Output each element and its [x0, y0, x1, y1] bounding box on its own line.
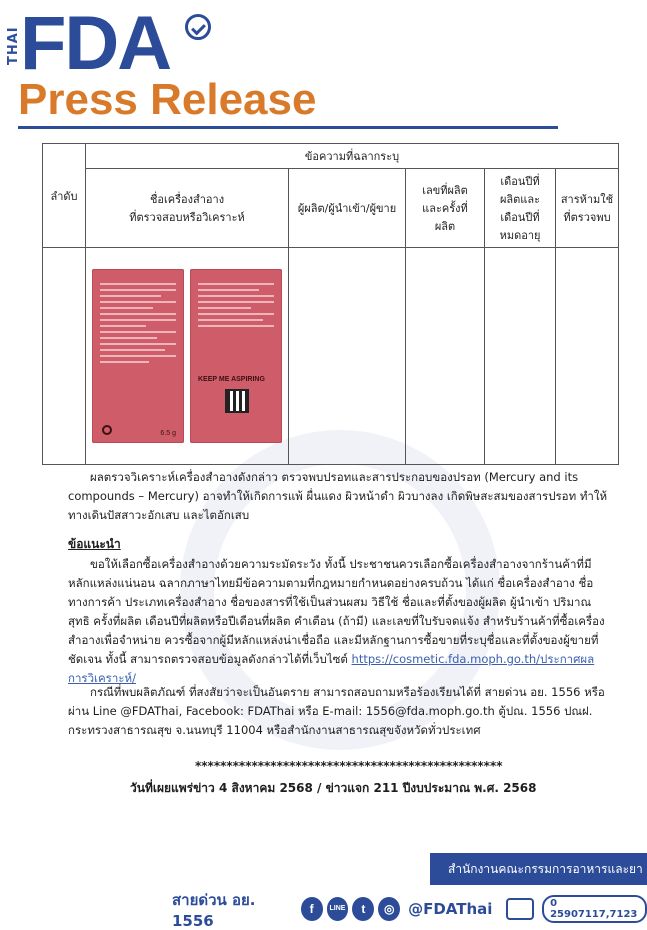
col-banned-header: สารห้ามใช้ ที่ตรวจพบ — [556, 169, 619, 248]
press-release-title: Press Release — [18, 75, 317, 124]
product-box-back — [92, 269, 184, 443]
separator-stars: ************************************************* — [195, 759, 503, 773]
cell-no — [43, 248, 86, 465]
cell-product-image — [86, 248, 289, 465]
product-caption: KEEP ME ASPIRING — [198, 376, 265, 383]
advice-heading: ข้อแนะนำ — [68, 537, 121, 551]
col-date-header: เดือนปีที่ ผลิตและ เดือนปีที่ หมดอายุ — [485, 169, 556, 248]
footer-handle: @FDAThai — [408, 900, 493, 918]
fda-logo: FDA — [20, 1, 171, 86]
result-paragraph: ผลตรวจวิเคราะห์เครื่องสำอางดังกล่าว ตรวจพบปรอทและสารประกอบของปรอท (Mercury and its compounds – Mercury) อาจทำให้เกิดการแพ้ ผื่นแดง ผิวหน้าดำ ผิวบางลง เกิดพิษสะสมของสารปรอท ทำให้ทางเดินปัสสาวะอักเสบ และไตอักเสบ — [68, 470, 608, 522]
col-name-header: ชื่อเครื่องสำอาง ที่ตรวจสอบหรือวิเคราะห์ — [86, 169, 289, 248]
table-row — [43, 248, 619, 465]
recycle-icon — [102, 425, 112, 435]
footer-contact-row — [172, 891, 647, 930]
product-photo — [89, 269, 285, 443]
results-table — [42, 143, 619, 465]
fda-check-icon — [185, 14, 211, 40]
col-lot-header: เลขที่ผลิต และครั้งที่ ผลิต — [406, 169, 485, 248]
cell-maker — [289, 248, 406, 465]
col-no-header: ลำดับ — [43, 144, 86, 248]
fda-small-logo-icon — [506, 898, 534, 920]
advice-text: ขอให้เลือกซื้อเครื่องสำอางด้วยความระมัดระวัง ทั้งนี้ ประชาชนควรเลือกซื้อเครื่องสำอางจากร้านค้าที่มีหลักแหล่งแน่นอน ฉลากภาษาไทยมีข้อความตามที่กฎหมายกำหนดอย่างครบถ้วน ได้แก่ ชื่อเครื่องสำอาง ชื่อทางการค้า ประเภทเครื่องสำอาง ชื่อของสารที่ใช้เป็นส่วนผสม วิธีใช้ ชื่อและที่ตั้งของผู้ผลิต ผู้นำเข้า ปริมาณสุทธิ ครั้งที่ผลิต เดือนปีที่ผลิตหรือปีเดือนที่ผลิต คำเตือน (ถ้ามี) และเลขที่ใบรับจดแจ้ง สำหรับร้านค้าที่ซื้อเครื่องสำอางเพื่อจำหน่าย ควรซื้อจากผู้มีหลักแหล่งน่าเชื่อถือ และมีหลักฐานการซื้อขายที่ระบุชื่อและที่ตั้งของผู้ขายที่ชัดเจน ทั้งนี้ สามารถตรวจสอบข้อมูลดังกล่าวได้ที่เว็บไซต์ — [68, 557, 605, 666]
cell-lot — [406, 248, 485, 465]
instagram-icon[interactable]: ◎ — [378, 897, 400, 921]
header — [0, 0, 647, 140]
product-weight: 6.5 g — [160, 430, 176, 437]
footer-phone: 0 25907117,7123 — [542, 895, 647, 923]
publish-date-line: วันที่เผยแพร่ข่าว 4 สิงหาคม 2568 / ข่าวแจก 211 ปีงบประมาณ พ.ศ. 2568 — [130, 781, 537, 795]
line-icon[interactable]: LINE — [327, 897, 349, 921]
label-group-header: ข้อความที่ฉลากระบุ — [86, 144, 619, 169]
col-maker-header: ผู้ผลิต/ผู้นำเข้า/ผู้ขาย — [289, 169, 406, 248]
cosmetic-results-link[interactable]: https://cosmetic.fda.moph.go.th/ประกาศผลการวิเคราะห์/ — [68, 652, 595, 685]
footer-hotline: สายด่วน อย. 1556 — [172, 891, 256, 930]
contact-paragraph: กรณีที่พบผลิตภัณฑ์ ที่สงสัยว่าจะเป็นอันตราย สามารถสอบถามหรือร้องเรียนได้ที่ สายด่วน อย. 1556 หรือผ่าน Line @FDAThai, Facebook: FDAThai หรือ E-mail: 1556@fda.moph.go.th ตู้ปณ. 1556 ปณฝ. กระทรวงสาธารณสุข จ.นนทบุรี 11004 หรือสำนักงานสาธารณสุขจังหวัดทั่วประเทศ — [68, 685, 605, 737]
footer-office-bar: สำนักงานคณะกรรมการอาหารและยา — [430, 853, 647, 885]
twitter-icon[interactable]: t — [352, 897, 374, 921]
product-box-side — [190, 269, 282, 443]
advice-paragraph — [68, 555, 610, 688]
cell-banned — [556, 248, 619, 465]
header-divider — [18, 126, 558, 129]
thai-tag: THAI — [6, 26, 21, 66]
cell-date — [485, 248, 556, 465]
facebook-icon[interactable]: f — [301, 897, 323, 921]
qr-code-icon — [225, 389, 249, 413]
